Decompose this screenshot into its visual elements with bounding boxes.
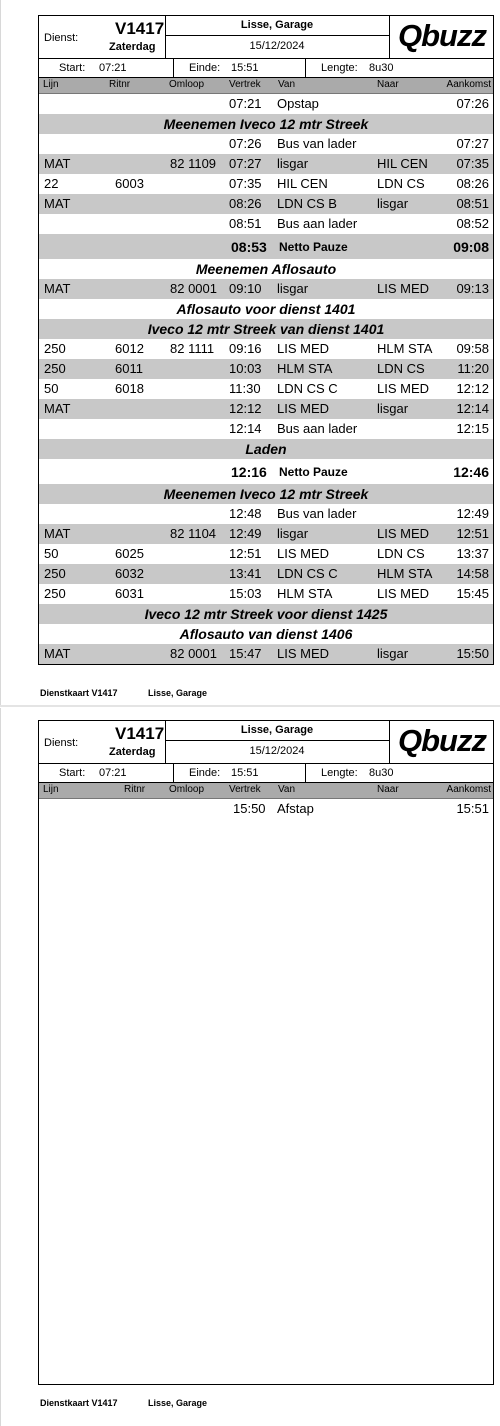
sheet-border <box>0 708 1 1426</box>
cell-van: lisgar <box>277 156 309 171</box>
start-label: Start: <box>59 767 86 779</box>
trip-row <box>39 564 493 584</box>
cell-aankomst: 12:12 <box>456 381 489 396</box>
location: Lisse, Garage <box>240 19 314 31</box>
col-vertrek: Vertrek <box>229 79 261 90</box>
section-title: Aflosauto van dienst 1406 <box>179 626 353 642</box>
location: Lisse, Garage <box>240 724 314 736</box>
cell-vertrek: 15:03 <box>229 586 262 601</box>
cell-naar: lisgar <box>377 196 409 211</box>
cell-van: LDN CS C <box>277 566 338 581</box>
cell-ritnr: 6032 <box>115 566 144 581</box>
col-omloop: Omloop <box>169 784 205 795</box>
cell-lijn: MAT <box>44 196 71 211</box>
col-naar: Naar <box>377 784 399 795</box>
divider <box>305 59 306 77</box>
cell-naar: LDN CS <box>377 546 425 561</box>
section-title: Meenemen Iveco 12 mtr Streek <box>39 114 493 134</box>
divider <box>389 16 390 58</box>
section-title: Aflosauto voor dienst 1401 <box>176 301 356 317</box>
cell-aankomst: 08:51 <box>456 196 489 211</box>
trip-row <box>39 379 493 399</box>
start-time: 07:21 <box>99 767 127 779</box>
page-1 <box>0 0 500 706</box>
cell-naar: LIS MED <box>377 526 430 541</box>
cell-aankomst: 13:37 <box>456 546 489 561</box>
dienst-number: V1417 <box>115 724 165 743</box>
col-omloop: Omloop <box>169 79 205 90</box>
cell-vertrek: 07:26 <box>229 136 262 151</box>
cell-van: HLM STA <box>277 586 333 601</box>
cell-vertrek: 15:50 <box>233 801 266 816</box>
cell-van: HIL CEN <box>277 176 328 191</box>
cell-van: LIS MED <box>277 546 330 561</box>
col-vertrek: Vertrek <box>229 784 261 795</box>
divider <box>389 721 390 763</box>
cell-vertrek: 12:49 <box>229 526 262 541</box>
start-label: Start: <box>59 62 86 74</box>
card-header <box>39 16 493 59</box>
section-title: Iveco 12 mtr Streek voor dienst 1425 <box>39 604 493 624</box>
cell-van: Afstap <box>277 801 314 816</box>
cell-aankomst: 12:14 <box>456 401 489 416</box>
day-label: Zaterdag <box>109 746 156 758</box>
trip-row <box>39 584 493 604</box>
footer-location: Lisse, Garage <box>148 1398 208 1408</box>
trip-list <box>39 94 493 664</box>
trip-row <box>39 419 493 439</box>
divider <box>165 35 389 36</box>
trip-row <box>39 279 493 299</box>
cell-aankomst: 15:50 <box>456 646 489 661</box>
trip-row <box>39 504 493 524</box>
cell-vertrek: 15:47 <box>229 646 262 661</box>
cell-ritnr: 6031 <box>115 586 144 601</box>
cell-vertrek: 12:14 <box>229 421 262 436</box>
cell-vertrek: 07:35 <box>229 176 262 191</box>
cell-omloop: 82 0001 <box>170 646 217 661</box>
pause-end: 12:46 <box>453 464 489 480</box>
qbuzz-logo: Qbuzz <box>398 723 486 758</box>
shift-times <box>39 764 493 783</box>
trip-row <box>39 644 493 664</box>
footer-label: Dienstkaart V1417 <box>40 688 118 698</box>
cell-van: LDN CS B <box>277 196 337 211</box>
trip-row <box>39 799 493 819</box>
cell-aankomst: 12:15 <box>456 421 489 436</box>
trip-row <box>39 399 493 419</box>
cell-aankomst: 09:13 <box>456 281 489 296</box>
cell-van: LIS MED <box>277 341 330 356</box>
trip-row <box>39 174 493 194</box>
col-aankomst: Aankomst <box>446 784 491 795</box>
cell-naar: lisgar <box>377 401 409 416</box>
cell-vertrek: 10:03 <box>229 361 262 376</box>
divider <box>173 764 174 782</box>
cell-van: Bus van lader <box>277 506 357 521</box>
cell-lijn: 250 <box>44 586 66 601</box>
trip-row <box>39 339 493 359</box>
cell-ritnr: 6012 <box>115 341 144 356</box>
cell-lijn: 250 <box>44 566 66 581</box>
divider <box>165 740 389 741</box>
einde-time: 15:51 <box>231 767 259 779</box>
cell-aankomst: 09:58 <box>456 341 489 356</box>
cell-naar: LIS MED <box>377 281 430 296</box>
cell-vertrek: 12:12 <box>229 401 262 416</box>
trip-row <box>39 154 493 174</box>
col-naar: Naar <box>377 79 399 90</box>
cell-vertrek: 08:26 <box>229 196 262 211</box>
trip-row <box>39 359 493 379</box>
pause-start: 12:16 <box>231 464 267 480</box>
einde-label: Einde: <box>189 62 221 74</box>
pause-row <box>39 234 493 259</box>
cell-omloop: 82 0001 <box>170 281 217 296</box>
pause-end: 09:08 <box>453 239 489 255</box>
cell-vertrek: 11:30 <box>229 381 261 396</box>
cell-aankomst: 15:45 <box>456 586 489 601</box>
col-van: Van <box>278 79 296 90</box>
divider <box>305 764 306 782</box>
cell-van: lisgar <box>277 526 309 541</box>
cell-aankomst: 08:26 <box>456 176 489 191</box>
col-ritnr: Ritnr <box>109 79 131 90</box>
shift-times <box>39 59 493 78</box>
dienstkaart-card <box>38 15 494 665</box>
dienstkaart-card <box>38 720 494 1385</box>
einde-label: Einde: <box>189 767 221 779</box>
cell-aankomst: 12:49 <box>456 506 489 521</box>
trip-row <box>39 524 493 544</box>
cell-lijn: MAT <box>44 281 71 296</box>
cell-lijn: MAT <box>44 156 71 171</box>
cell-naar: HLM STA <box>377 566 433 581</box>
trip-row <box>39 194 493 214</box>
cell-aankomst: 07:35 <box>456 156 489 171</box>
cell-ritnr: 6018 <box>115 381 144 396</box>
cell-van: Opstap <box>277 96 319 111</box>
cell-aankomst: 11:20 <box>457 361 489 376</box>
cell-van: Bus aan lader <box>277 216 358 231</box>
cell-aankomst: 08:52 <box>456 216 489 231</box>
cell-van: HLM STA <box>277 361 333 376</box>
cell-aankomst: 07:27 <box>456 136 489 151</box>
cell-vertrek: 07:27 <box>229 156 262 171</box>
cell-vertrek: 08:51 <box>229 216 262 231</box>
cell-van: LDN CS C <box>277 381 338 396</box>
trip-row <box>39 214 493 234</box>
page-separator <box>0 705 500 707</box>
cell-naar: LDN CS <box>377 176 425 191</box>
lengte-label: Lengte: <box>321 767 358 779</box>
dienst-number: V1417 <box>115 19 165 38</box>
cell-vertrek: 09:16 <box>229 341 262 356</box>
footer-label: Dienstkaart V1417 <box>40 1398 118 1408</box>
cell-van: LIS MED <box>277 401 330 416</box>
pause-row <box>39 459 493 484</box>
cell-lijn: MAT <box>44 646 71 661</box>
cell-naar: LIS MED <box>377 381 430 396</box>
cell-lijn: MAT <box>44 526 71 541</box>
col-aankomst: Aankomst <box>446 79 491 90</box>
cell-van: LIS MED <box>277 646 330 661</box>
cell-omloop: 82 1109 <box>170 156 217 171</box>
cell-van: Bus aan lader <box>277 421 358 436</box>
cell-ritnr: 6011 <box>115 361 143 376</box>
date: 15/12/2024 <box>249 40 305 52</box>
cell-vertrek: 12:48 <box>229 506 262 521</box>
column-headers <box>39 783 493 799</box>
cell-lijn: MAT <box>44 401 71 416</box>
cell-naar: lisgar <box>377 646 409 661</box>
section-title: Iveco 12 mtr Streek van dienst 1401 <box>39 319 493 339</box>
einde-time: 15:51 <box>231 62 259 74</box>
cell-lijn: 250 <box>44 341 66 356</box>
cell-ritnr: 6025 <box>115 546 144 561</box>
section-title: Meenemen Aflosauto <box>195 261 337 277</box>
col-van: Van <box>278 784 296 795</box>
cell-aankomst: 07:26 <box>456 96 489 111</box>
cell-omloop: 82 1104 <box>170 526 217 541</box>
cell-van: Bus van lader <box>277 136 357 151</box>
pause-label: Netto Pauze <box>279 240 348 254</box>
dienst-label: Dienst: <box>44 32 79 44</box>
footer-location: Lisse, Garage <box>148 688 208 698</box>
page-2 <box>0 708 500 1426</box>
cell-naar: HIL CEN <box>377 156 428 171</box>
card-header <box>39 721 493 764</box>
sheet-border <box>0 0 1 706</box>
divider <box>173 59 174 77</box>
cell-naar: LIS MED <box>377 586 430 601</box>
cell-naar: HLM STA <box>377 341 433 356</box>
cell-vertrek: 07:21 <box>229 96 262 111</box>
dienst-label: Dienst: <box>44 737 79 749</box>
column-headers <box>39 78 493 94</box>
section-title: Meenemen Iveco 12 mtr Streek <box>39 484 493 504</box>
cell-lijn: 50 <box>44 381 59 396</box>
col-ritnr: Ritnr <box>124 784 146 795</box>
lengte-value: 8u30 <box>369 767 394 779</box>
start-time: 07:21 <box>99 62 127 74</box>
pause-start: 08:53 <box>231 239 267 255</box>
trip-row <box>39 544 493 564</box>
cell-aankomst: 14:58 <box>456 566 489 581</box>
trip-row <box>39 134 493 154</box>
cell-vertrek: 09:10 <box>229 281 262 296</box>
cell-omloop: 82 1111 <box>170 341 215 356</box>
section-title: Laden <box>39 439 493 459</box>
trip-list <box>39 799 493 819</box>
date: 15/12/2024 <box>249 745 305 757</box>
cell-aankomst: 12:51 <box>456 526 489 541</box>
lengte-label: Lengte: <box>321 62 358 74</box>
cell-lijn: 250 <box>44 361 66 376</box>
lengte-value: 8u30 <box>369 62 394 74</box>
cell-lijn: 22 <box>44 176 59 191</box>
cell-vertrek: 12:51 <box>229 546 262 561</box>
col-lijn: Lijn <box>43 79 59 90</box>
cell-vertrek: 13:41 <box>229 566 262 581</box>
cell-lijn: 50 <box>44 546 59 561</box>
cell-aankomst: 15:51 <box>456 801 489 816</box>
pause-label: Netto Pauze <box>279 465 348 479</box>
trip-row <box>39 94 493 114</box>
cell-ritnr: 6003 <box>115 176 144 191</box>
qbuzz-logo: Qbuzz <box>398 18 486 53</box>
cell-van: lisgar <box>277 281 309 296</box>
cell-naar: LDN CS <box>377 361 425 376</box>
day-label: Zaterdag <box>109 41 156 53</box>
col-lijn: Lijn <box>43 784 59 795</box>
